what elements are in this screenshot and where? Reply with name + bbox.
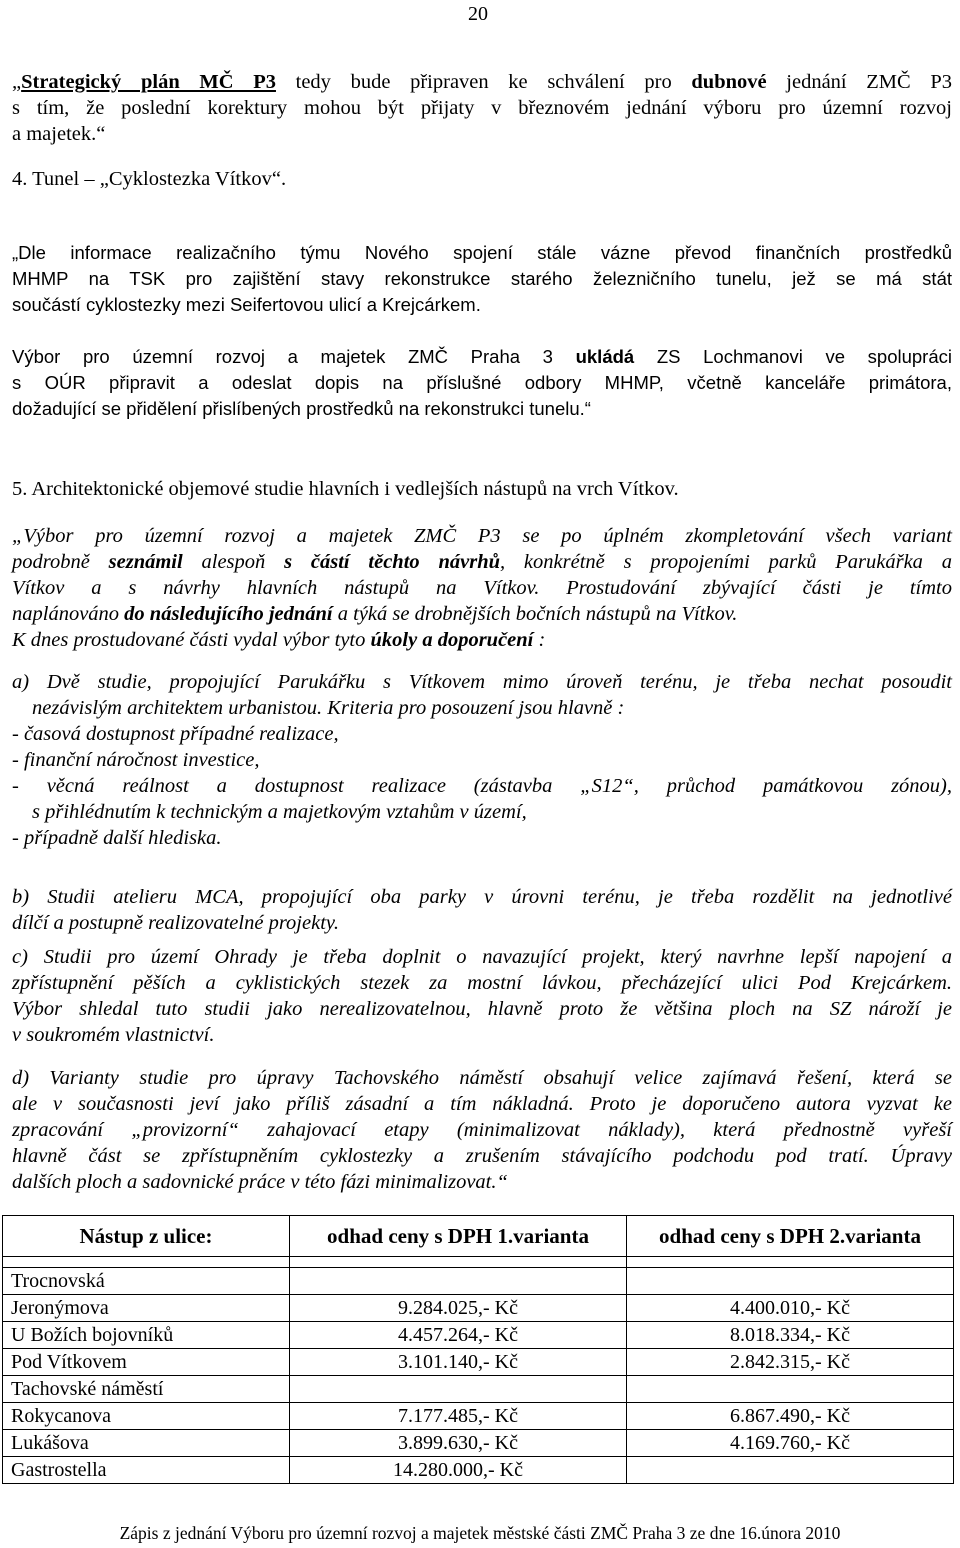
text-fragment: naplánováno — [12, 603, 125, 625]
section-heading-4 — [12, 166, 952, 192]
text-fragment: jednání ZMČ P3 — [766, 71, 953, 93]
table-row — [3, 1268, 954, 1295]
text-line: s OÚR připravit a odeslat dopis na příslušné odbory MHMP, včetně kanceláře primátora, — [12, 372, 952, 393]
text-line: nezávislým architektem urbanistou. Kriteria pro posouzení jsou hlavně : — [32, 697, 625, 719]
point-d — [12, 1065, 952, 1195]
text-fragment: tedy bude připraven ke schválení pro — [275, 71, 692, 93]
paragraph-committee-task — [12, 344, 952, 422]
task-verb: ukládá — [575, 346, 635, 367]
price-variant-2: 6.867.490,- Kč — [627, 1403, 954, 1430]
criteria-item: - věcná reálnost a dostupnost realizace (zástavba „S12“, průchod památkovou zónou), — [12, 775, 952, 797]
price-variant-2 — [627, 1268, 954, 1295]
text-line: „Výbor pro územní rozvoj a majetek ZMČ P3 se po úplném zkompletování všech variant — [12, 525, 952, 547]
price-variant-2 — [627, 1457, 954, 1484]
text-fragment: , konkrétně s propojeními parků Parukářka a — [500, 551, 952, 573]
heading-text: 5. Architektonické objemové studie hlavních i vedlejších nástupů na vrch Vítkov. — [12, 478, 679, 500]
price-variant-1: 7.177.485,- Kč — [290, 1403, 627, 1430]
text-line: a majetek.“ — [12, 123, 106, 145]
table-row — [3, 1349, 954, 1376]
price-variant-1: 4.457.264,- Kč — [290, 1322, 627, 1349]
criteria-item: - finanční náročnost investice, — [12, 749, 260, 771]
street-cell: U Božích bojovníků — [3, 1322, 290, 1349]
price-variant-2: 8.018.334,- Kč — [627, 1322, 954, 1349]
text-line: c) Studii pro území Ohrady je třeba doplnit o navazující projekt, který navrhne lepší napojení a — [12, 946, 952, 968]
criteria-item-continued: s přihlédnutím k technickým a majetkovým vztahům v území, — [32, 801, 527, 823]
text-line: v soukromém vlastnictví. — [12, 1024, 215, 1046]
price-variant-2: 2.842.315,- Kč — [627, 1349, 954, 1376]
strategic-plan-title: Strategický plán MČ P3 — [21, 71, 276, 93]
text-fragment: podrobně — [12, 551, 109, 573]
table-header-row — [3, 1216, 954, 1257]
column-header: odhad ceny s DPH 1.varianta — [290, 1216, 627, 1257]
street-cell: Trocnovská — [3, 1268, 290, 1295]
criteria-item: - případně další hlediska. — [12, 827, 222, 849]
text-line: zpřístupnění pěších a cyklistických stezek za mostní lávkou, přecházející ulici Pod Krejcárkem. — [12, 972, 952, 994]
price-variant-2: 4.400.010,- Kč — [627, 1295, 954, 1322]
point-a — [12, 669, 952, 851]
paragraph-studies — [12, 523, 952, 653]
emphasis: seznámil — [108, 551, 183, 573]
price-variant-1: 3.899.630,- Kč — [290, 1430, 627, 1457]
heading-text: 4. Tunel – „Cyklostezka Vítkov“. — [12, 168, 287, 190]
text-fragment: K dnes prostudované části vydal výbor tyto — [12, 629, 371, 651]
april-emphasis: dubnové — [691, 71, 767, 93]
text-line: dílčí a postupně realizovatelné projekty. — [12, 912, 339, 934]
table-row — [3, 1430, 954, 1457]
text-fragment: Výbor pro územní rozvoj a majetek ZMČ Praha 3 — [12, 346, 576, 367]
text-line: a) Dvě studie, propojující Parukářku s Vítkovem mimo úroveň terénu, je třeba nechat posoudit — [12, 671, 952, 693]
table-row — [3, 1295, 954, 1322]
price-variant-1: 14.280.000,- Kč — [290, 1457, 627, 1484]
section-heading-5 — [12, 476, 952, 502]
emphasis: do následujícího jednání — [124, 603, 333, 625]
price-variant-2 — [627, 1376, 954, 1403]
street-cell: Gastrostella — [3, 1457, 290, 1484]
price-variant-1: 9.284.025,- Kč — [290, 1295, 627, 1322]
text-line: dalších ploch a sadovnické práce v této fázi minimalizovat.“ — [12, 1171, 508, 1193]
street-cell: Rokycanova — [3, 1403, 290, 1430]
text-line: dožadující se přidělení přislíbených prostředků na rekonstrukci tunelu.“ — [12, 398, 591, 419]
text-line: hlavně část se zpřístupněním cyklostezky a zrušením stávajícího podchodu pod tratí. Úpravy — [12, 1145, 952, 1167]
price-variant-2: 4.169.760,- Kč — [627, 1430, 954, 1457]
point-b — [12, 884, 952, 936]
text-line: Výbor shledal tuto studii jako nerealizovatelnou, hlavně proto že většina ploch na SZ nároží je — [12, 998, 952, 1020]
page-number: 20 — [468, 3, 488, 25]
emphasis: s částí těchto návrhů — [284, 551, 500, 573]
text-fragment: ZS Lochmanovi ve spolupráci — [634, 346, 952, 367]
paragraph-tunnel-info — [12, 240, 952, 318]
text-line: s tím, že poslední korektury mohou být přijaty v březnovém jednání výboru pro územní rozvoj — [12, 97, 952, 119]
table-row — [3, 1322, 954, 1349]
table-row — [3, 1457, 954, 1484]
emphasis: úkoly a doporučení — [370, 629, 534, 651]
price-variant-1 — [290, 1268, 627, 1295]
text-fragment: alespoň — [182, 551, 285, 573]
quote-open: „ — [12, 71, 22, 93]
text-line: součástí cyklostezky mezi Seifertovou ulicí a Krejcárkem. — [12, 294, 481, 315]
table-spacer-row — [3, 1257, 954, 1268]
street-cell: Pod Vítkovem — [3, 1349, 290, 1376]
text-fragment: a týká se drobnějších bočních nástupů na Vítkov. — [332, 603, 738, 625]
text-line: MHMP na TSK pro zajištění stavy rekonstrukce starého železničního tunelu, jež se má stát — [12, 268, 952, 289]
text-line: ale v současnosti jeví jako příliš zásadní a tím nákladná. Proto je doporučeno autora vyzvat ke — [12, 1093, 952, 1115]
column-header: odhad ceny s DPH 2.varianta — [627, 1216, 954, 1257]
text-line: Vítkov a s návrhy hlavních nástupů na Vítkov. Prostudování zbývající části je tímto — [12, 577, 952, 599]
cost-estimate-table — [2, 1215, 954, 1484]
text-line: „Dle informace realizačního týmu Nového spojení stále vázne převod finančních prostředků — [12, 242, 952, 263]
text-line: zpracování „provizorní“ zahajovací etapy (minimalizovat náklady), která přednostně vyřeší — [12, 1119, 952, 1141]
criteria-item: - časová dostupnost případné realizace, — [12, 723, 339, 745]
page-footer: Zápis z jednání Výboru pro územní rozvoj a majetek městské části ZMČ Praha 3 ze dne 16.února 2010 — [119, 1523, 841, 1543]
text-line: d) Varianty studie pro úpravy Tachovského náměstí obsahují velice zajímavá řešení, která se — [12, 1067, 952, 1089]
text-fragment: : — [533, 629, 546, 651]
table-row — [3, 1403, 954, 1430]
price-variant-1: 3.101.140,- Kč — [290, 1349, 627, 1376]
street-cell: Tachovské náměstí — [3, 1376, 290, 1403]
street-cell: Jeronýmova — [3, 1295, 290, 1322]
paragraph-strategic-plan — [12, 69, 952, 147]
street-cell: Lukášova — [3, 1430, 290, 1457]
column-header: Nástup z ulice: — [3, 1216, 290, 1257]
price-variant-1 — [290, 1376, 627, 1403]
table-row — [3, 1376, 954, 1403]
text-line: b) Studii atelieru MCA, propojující oba parky v úrovni terénu, je třeba rozdělit na jednotlivé — [12, 886, 952, 908]
point-c — [12, 944, 952, 1048]
